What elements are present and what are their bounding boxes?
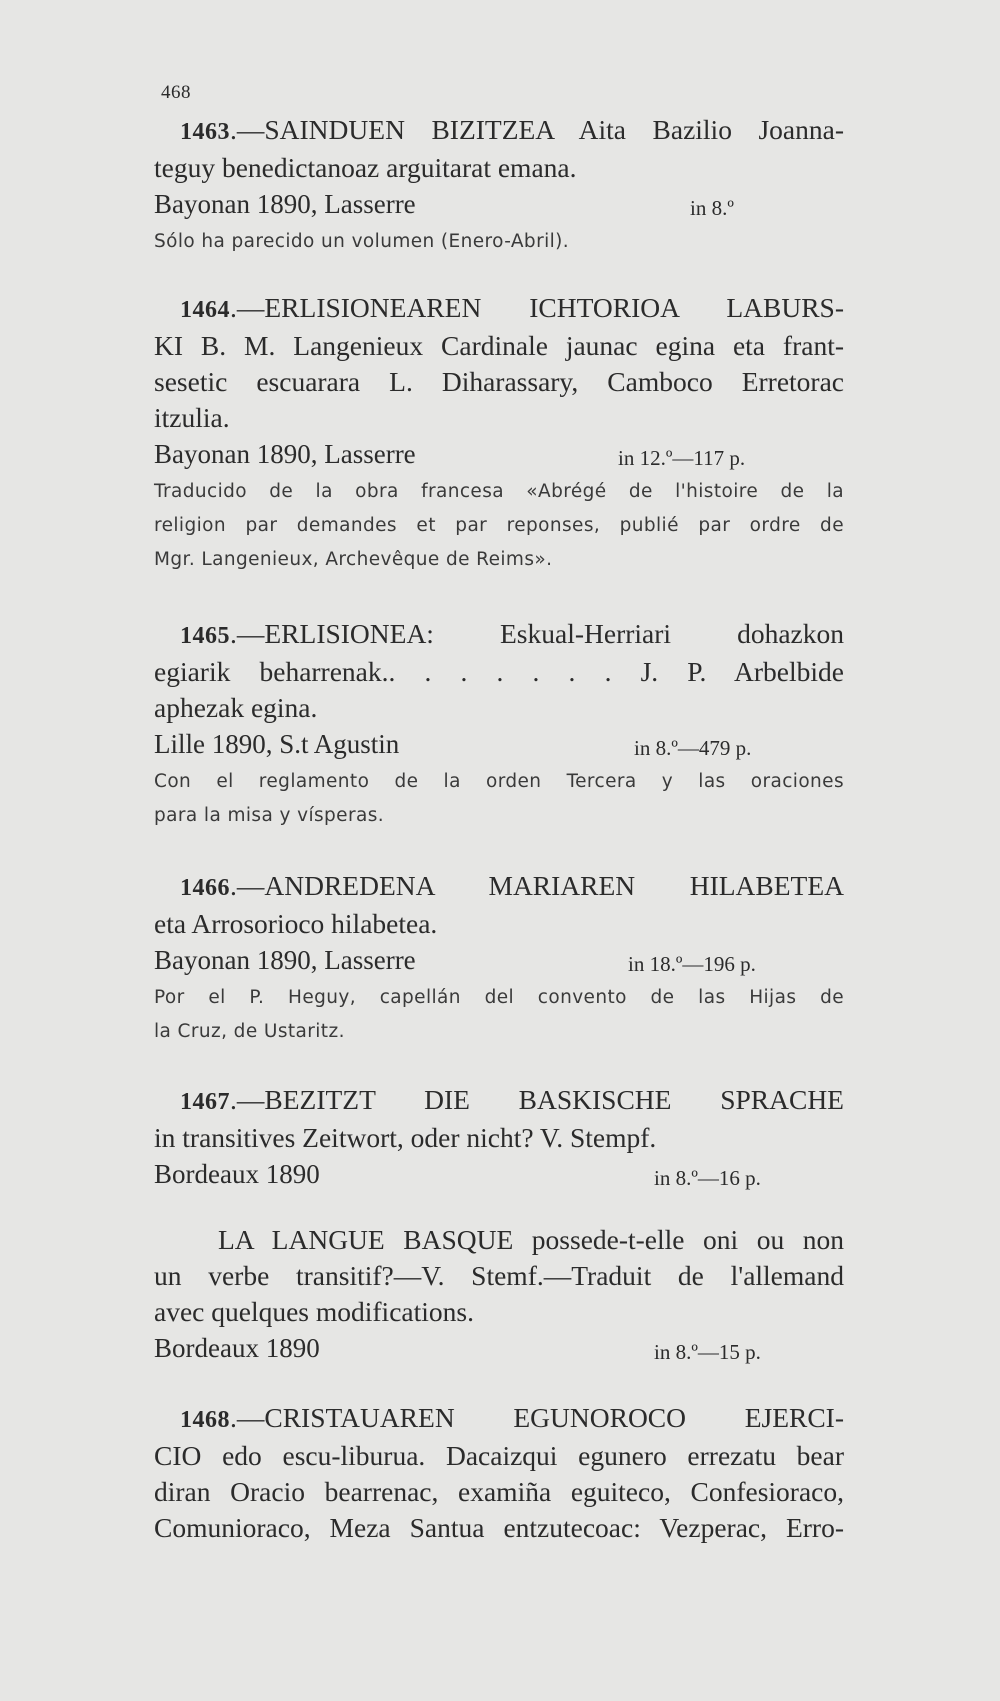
imprint [154, 436, 844, 474]
entry-title-line [154, 1222, 844, 1258]
entry-line: teguy benedictanoaz arguitarat emana. [154, 152, 577, 183]
imprint-format: in 8.º—479 p. [634, 736, 752, 760]
entry-text: BEZITZT DIE BASKISCHE SPRACHE [264, 1084, 844, 1115]
entry-note: Mgr. Langenieux, Archevêque de Reims». [154, 549, 553, 570]
entry-number: 1463 [180, 119, 230, 145]
entry-line: in transitives Zeitwort, oder nicht? V. Stempf. [154, 1122, 657, 1153]
entry-title-line: 1468.—CRISTAUAREN EGUNOROCO EJERCI- [180, 1402, 844, 1433]
entry-note: Con el reglamento de la orden Tercera y las oraciones [154, 771, 844, 792]
page-number: 468 [161, 82, 191, 103]
entry-text: CRISTAUAREN EGUNOROCO EJERCI- [264, 1402, 844, 1433]
entry-la-langue-basque [154, 1222, 844, 1368]
entry-line: eta Arrosorioco hilabetea. [154, 908, 438, 939]
entry-line: CIO edo escu-liburua. Dacaizqui egunero errezatu bear [154, 1440, 844, 1471]
entry-number: 1468 [180, 1407, 230, 1433]
entry-text: SAINDUEN BIZITZEA Aita Bazilio Joanna- [264, 114, 844, 145]
entry-text: ERLISIONEA: Eskual-Herriari dohazkon [264, 618, 844, 649]
imprint-place: Bayonan 1890, Lasserre [154, 439, 416, 469]
entry-note: Sólo ha parecido un volumen (Enero-Abril). [154, 231, 570, 252]
imprint [154, 726, 844, 764]
entry-text: ERLISIONEAREN ICHTORIOA LABURS- [264, 292, 844, 323]
imprint-place: Lille 1890, S.t Agustin [154, 729, 400, 759]
imprint-format: in 8.º—15 p. [654, 1340, 761, 1364]
entry-1465 [154, 616, 844, 832]
imprint [154, 186, 844, 224]
imprint [154, 1156, 844, 1194]
entry-1464 [154, 290, 844, 576]
entry-text: ANDREDENA MARIAREN HILABETEA [264, 870, 844, 901]
entry-1466 [154, 868, 844, 1048]
imprint-place: Bayonan 1890, Lasserre [154, 945, 416, 975]
entry-number: 1464 [180, 297, 230, 323]
imprint-place: Bordeaux 1890 [154, 1159, 320, 1189]
entry-title-line: 1467.—BEZITZT DIE BASKISCHE SPRACHE [180, 1084, 844, 1115]
imprint-place: Bayonan 1890, Lasserre [154, 189, 416, 219]
entry-line: aphezak egina. [154, 692, 318, 723]
entry-number: 1465 [180, 623, 230, 649]
entry-note: la Cruz, de Ustaritz. [154, 1021, 345, 1042]
entry-note: para la misa y vísperas. [154, 805, 385, 826]
entry-1468 [154, 1400, 844, 1546]
entry-1467 [154, 1082, 844, 1194]
entry-text: LA LANGUE BASQUE possede-t-elle oni ou non [218, 1224, 844, 1255]
imprint-format: in 8.º—16 p. [654, 1166, 761, 1190]
imprint [154, 1330, 844, 1368]
entry-1463 [154, 112, 844, 258]
entry-note: religion par demandes et par reponses, publié par ordre de [154, 515, 844, 536]
entry-number: 1466 [180, 875, 230, 901]
imprint [154, 942, 844, 980]
entry-line: sesetic escuarara L. Diharassary, Camboco Erretorac [154, 366, 844, 397]
entry-line: un verbe transitif?—V. Stemf.—Traduit de l'allemand [154, 1260, 844, 1291]
entry-note: Traducido de la obra francesa «Abrégé de l'histoire de la [154, 481, 844, 502]
entry-number: 1467 [180, 1089, 230, 1115]
entry-title-line: 1466.—ANDREDENA MARIAREN HILABETEA [180, 870, 844, 901]
entry-line: Comunioraco, Meza Santua entzutecoac: Vezperac, Erro- [154, 1512, 844, 1543]
entry-title-line: 1465.—ERLISIONEA: Eskual-Herriari dohazkon [180, 618, 844, 649]
entry-line: diran Oracio bearrenac, examiña eguiteco, Confesioraco, [154, 1476, 844, 1507]
entry-title-line: 1464.—ERLISIONEAREN ICHTORIOA LABURS- [180, 292, 844, 323]
entry-note: Por el P. Heguy, capellán del convento de las Hijas de [154, 987, 844, 1008]
entry-line: egiarik beharrenak.. . . . . . . J. P. Arbelbide [154, 656, 844, 687]
entry-line: itzulia. [154, 402, 230, 433]
entry-line: KI B. M. Langenieux Cardinale jaunac egina eta frant- [154, 330, 844, 361]
imprint-place: Bordeaux 1890 [154, 1333, 320, 1363]
imprint-format: in 8.º [690, 196, 734, 220]
imprint-format: in 18.º—196 p. [628, 952, 756, 976]
imprint-format: in 12.º—117 p. [618, 446, 746, 470]
entry-title-line: 1463.—SAINDUEN BIZITZEA Aita Bazilio Joanna- [180, 114, 844, 145]
entry-line: avec quelques modifications. [154, 1296, 474, 1327]
